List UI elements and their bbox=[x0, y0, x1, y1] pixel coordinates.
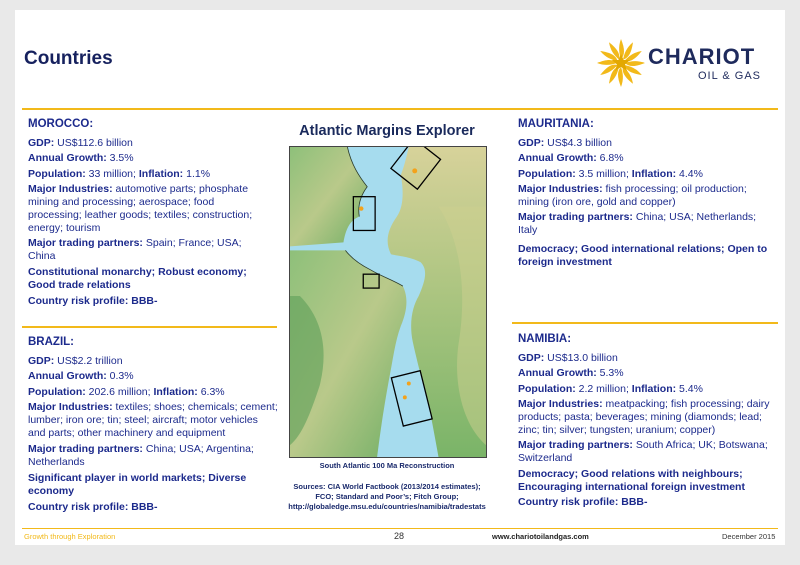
morocco-divider bbox=[22, 326, 277, 328]
sun-emblem-icon bbox=[596, 38, 646, 88]
country-name: MAURITANIA: bbox=[518, 118, 594, 130]
mauritania-panel: MAURITANIA: GDP: US$4.3 billion Annual Growth: 6.8% Population: 3.5 million; Inflation: 4.4% Major Industries: fish processing; oil production; mining (iron ore, gold and copper) Major trading partners: China; USA; Netherlands; Italy Democracy; Good international relations; Open to foreign investment bbox=[518, 118, 773, 271]
country-summary: Democracy; Good international relations; Open to foreign investment bbox=[518, 243, 768, 268]
country-summary: Democracy; Good relations with neighbours; Encouraging international foreign investment bbox=[518, 468, 745, 493]
country-name: NAMIBIA: bbox=[518, 333, 572, 345]
footer-website: www.chariotoilandgas.com bbox=[492, 532, 589, 541]
country-summary: Constitutional monarchy; Robust economy; Good trade relations bbox=[28, 266, 247, 291]
country-name: BRAZIL: bbox=[28, 336, 74, 348]
footer-date: December 2015 bbox=[722, 532, 776, 541]
logo-name: CHARIOT bbox=[648, 44, 756, 69]
morocco-panel: MOROCCO: GDP: US$112.6 billion Annual Growth: 3.5% Population: 33 million; Inflation: 1.1% Major Industries: automotive parts; phosphate mining and processing; aerospace; food processing; leather goods; textiles; construction; energy; tourism Major trading partners: Spain; France; USA; China Constitutional monarchy; Robust economy; Good trade relations Country risk profile: BBB- bbox=[28, 118, 268, 310]
map-caption: South Atlantic 100 Ma Reconstruction bbox=[319, 461, 455, 470]
risk-profile: Country risk profile: BBB- bbox=[28, 501, 158, 513]
footer-divider bbox=[22, 528, 778, 529]
reconstruction-map bbox=[289, 146, 487, 458]
brazil-panel: BRAZIL: GDP: US$2.2 trillion Annual Growth: 0.3% Population: 202.6 million; Inflation: 6.3% Major Industries: textiles; shoes; chemicals; cement; lumber; iron ore; tin; steel; aircraft; motor vehicles and parts; other machinery and equipment Major trading partners: China; USA; Argentina; Netherlands Significant player in world markets; Diverse economy Country risk profile: BBB- bbox=[28, 336, 278, 513]
map-title: Atlantic Margins Explorer bbox=[299, 123, 475, 139]
sources-note: Sources: CIA World Factbook (2013/2014 estimates); FCO; Standard and Poor’s; Fitch Group; http://globaledge.msu.edu/countries/namibia/tradestats bbox=[288, 482, 486, 511]
page-number: 28 bbox=[394, 531, 405, 541]
country-summary: Significant player in world markets; Diverse economy bbox=[28, 472, 247, 497]
company-logo bbox=[596, 38, 771, 90]
footer-tagline: Growth through Exploration bbox=[24, 532, 116, 541]
namibia-panel: NAMIBIA: GDP: US$13.0 billion Annual Growth: 5.3% Population: 2.2 million; Inflation: 5.4% Major Industries: meatpacking; fish processing; dairy products; pasta; beverages; mining (diamonds; lead; zinc; tin; silver; tungsten; uranium; copper) Major trading partners: South Africa; UK; Botswana; Switzerland Democracy; Good relations with neighbours; Encouraging international foreign investment Country risk profile: BBB- bbox=[518, 333, 773, 511]
risk-profile: Country risk profile: BBB- bbox=[28, 295, 158, 307]
risk-profile: Country risk profile: BBB- bbox=[518, 496, 648, 508]
mauritania-divider bbox=[512, 322, 778, 324]
page-title: Countries bbox=[24, 48, 113, 69]
country-name: MOROCCO: bbox=[28, 118, 94, 130]
logo-subtitle: OIL & GAS bbox=[698, 70, 762, 82]
header-divider bbox=[22, 108, 778, 110]
